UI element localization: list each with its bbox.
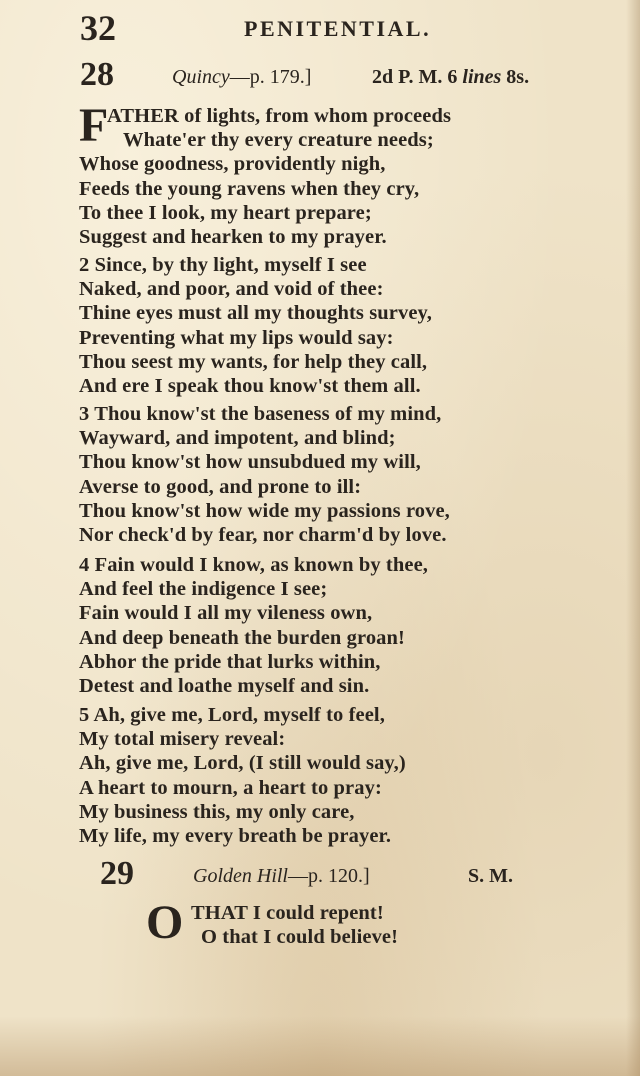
stanza-line: Suggest and hearken to my prayer. bbox=[79, 225, 387, 248]
stanza-line: Fain would I all my vileness own, bbox=[79, 602, 373, 625]
drop-cap: O bbox=[146, 896, 184, 949]
stanza-line: Wayward, and impotent, and blind; bbox=[79, 427, 396, 450]
stanza-line: Preventing what my lips would say: bbox=[79, 326, 394, 349]
stanza-line: And ere I speak thou know'st them all. bbox=[79, 374, 421, 397]
stanza-line: O that I could believe! bbox=[201, 926, 399, 949]
tune-name: Quincy bbox=[172, 66, 230, 88]
stanza-line: Whose goodness, providently nigh, bbox=[79, 153, 386, 176]
stanza-line: And feel the indigence I see; bbox=[79, 578, 328, 601]
stanza-line: Thine eyes must all my thoughts survey, bbox=[79, 302, 433, 325]
stanza-line: Feeds the young ravens when they cry, bbox=[79, 177, 420, 200]
stanza-line: Ah, give me, Lord, (I still would say,) bbox=[79, 752, 406, 775]
stanza-line: To thee I look, my heart prepare; bbox=[79, 201, 372, 224]
hymn-29-stanza-1 bbox=[146, 896, 546, 949]
meter-italic: lines bbox=[462, 66, 502, 88]
stanza-line: My business this, my only care, bbox=[79, 800, 355, 823]
tune-page: —p. 179.] bbox=[229, 66, 312, 88]
hymn-meter bbox=[372, 64, 529, 90]
stanza-line: 3 Thou know'st the baseness of my mind, bbox=[79, 403, 442, 425]
page-edge-shadow bbox=[626, 0, 640, 1076]
hymn-28-stanza-5 bbox=[79, 703, 549, 848]
meter-prefix: 2d P. M. 6 bbox=[372, 66, 458, 88]
stanza-line: My total misery reveal: bbox=[79, 728, 286, 751]
hymn-28-stanza-1 bbox=[79, 99, 549, 249]
hymn-29-heading bbox=[100, 855, 560, 895]
hymn-28-stanza-4 bbox=[79, 553, 549, 698]
stanza-line: My life, my every breath be prayer. bbox=[79, 824, 392, 847]
tune-page: —p. 120.] bbox=[288, 865, 370, 887]
first-line-text: ATHER of lights, from whom proceeds bbox=[107, 105, 452, 127]
stanza-line: Detest and loathe myself and sin. bbox=[79, 674, 370, 697]
tune-name: Golden Hill bbox=[193, 865, 288, 887]
hymn-28-heading bbox=[80, 56, 600, 96]
running-title: PENITENTIAL. bbox=[244, 16, 432, 41]
meter-suffix: 8s. bbox=[506, 66, 530, 88]
stanza-line: Abhor the pride that lurks within, bbox=[79, 650, 381, 673]
hymn-tune-reference bbox=[172, 64, 311, 90]
stanza-line: A heart to mourn, a heart to pray: bbox=[79, 776, 382, 799]
stanza-line: Nor check'd by fear, nor charm'd by love. bbox=[79, 523, 447, 546]
hymn-28-stanza-2 bbox=[79, 253, 549, 398]
page-number: 32 bbox=[80, 8, 116, 48]
stanza-line: Thou seest my wants, for help they call, bbox=[79, 350, 428, 373]
stanza-line: 2 Since, by thy light, myself I see bbox=[79, 254, 367, 276]
stanza-line: And deep beneath the burden groan! bbox=[79, 626, 405, 649]
hymn-meter: S. M. bbox=[468, 865, 513, 887]
hymn-28-stanza-3 bbox=[79, 402, 549, 547]
stanza-line: Thou know'st how unsubdued my will, bbox=[79, 451, 421, 474]
stanza-line: Whate'er thy every creature needs; bbox=[123, 129, 434, 152]
hymn-number: 28 bbox=[80, 56, 114, 93]
page-bottom-shadow bbox=[0, 1016, 640, 1076]
stanza-line: 5 Ah, give me, Lord, myself to feel, bbox=[79, 704, 385, 726]
stanza-line: Thou know'st how wide my passions rove, bbox=[79, 499, 450, 522]
stanza-line: Averse to good, and prone to ill: bbox=[79, 475, 362, 498]
hymn-number: 29 bbox=[100, 855, 134, 892]
stanza-line: THAT I could repent! bbox=[191, 902, 384, 924]
stanza-line: 4 Fain would I know, as known by thee, bbox=[79, 554, 428, 576]
drop-cap: F bbox=[79, 99, 109, 152]
stanza-line: Naked, and poor, and void of thee: bbox=[79, 278, 384, 301]
hymn-tune-reference bbox=[193, 863, 370, 889]
running-head bbox=[80, 8, 580, 48]
